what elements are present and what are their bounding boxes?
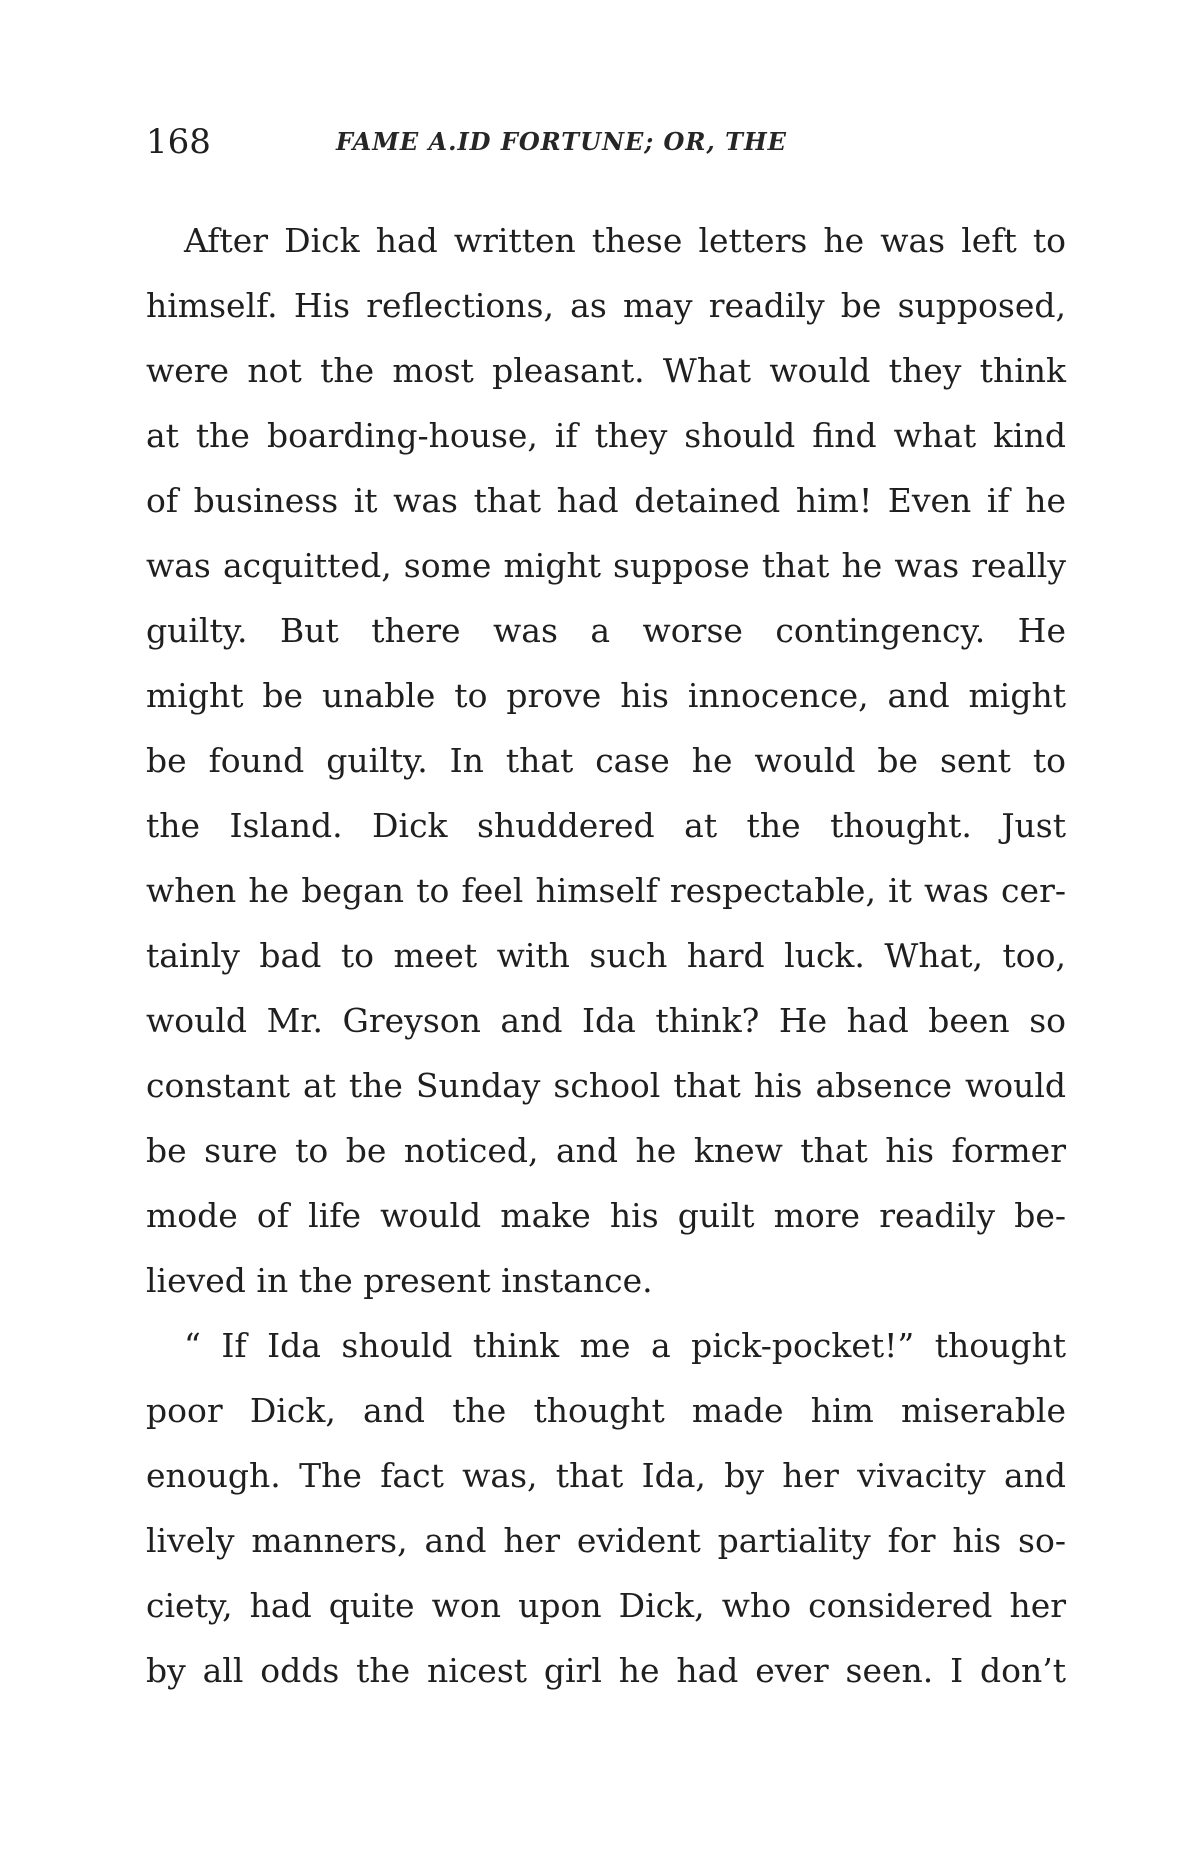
text-line: constant at the Sunday school that his absence would	[146, 1066, 1066, 1105]
text-line: was acquitted, some might suppose that he was really	[146, 546, 1066, 585]
text-line: by all odds the nicest girl he had ever seen. I don’t	[146, 1651, 1066, 1690]
paragraph-end-line: lieved in the present instance.	[146, 1261, 653, 1300]
text-line: mode of life would make his guilt more readily be-	[146, 1196, 1066, 1235]
text-line: might be unable to prove his innocence, and might	[146, 676, 1066, 715]
text-line: guilty. But there was a worse contingency. He	[146, 611, 1066, 650]
text-line: lively manners, and her evident partiality for his so-	[146, 1521, 1066, 1560]
text-line: be found guilty. In that case he would be sent to	[146, 741, 1066, 780]
text-line: the Island. Dick shuddered at the thought. Just	[146, 806, 1066, 845]
text-line: ciety, had quite won upon Dick, who considered her	[146, 1586, 1066, 1625]
text-line: tainly bad to meet with such hard luck. What, too,	[146, 936, 1066, 975]
body-text	[146, 208, 1066, 1703]
text-line: were not the most pleasant. What would they think	[146, 351, 1066, 390]
text-line: After Dick had written these letters he was left to	[184, 221, 1066, 260]
text-line: of business it was that had detained him! Even if he	[146, 481, 1066, 520]
text-line: be sure to be noticed, and he knew that his former	[146, 1131, 1066, 1170]
page-number: 168	[146, 122, 211, 162]
running-title: FAME A.ID FORTUNE; OR, THE	[336, 127, 787, 156]
text-line: when he began to feel himself respectable, it was cer-	[146, 871, 1066, 910]
text-line: would Mr. Greyson and Ida think? He had been so	[146, 1001, 1066, 1040]
running-head	[146, 120, 906, 164]
text-line: “ If Ida should think me a pick-pocket!” thought	[184, 1326, 1066, 1365]
text-line: himself. His reflections, as may readily be supposed,	[146, 286, 1066, 325]
text-line: at the boarding-house, if they should find what kind	[146, 416, 1066, 455]
text-line: enough. The fact was, that Ida, by her vivacity and	[146, 1456, 1066, 1495]
text-line: poor Dick, and the thought made him miserable	[146, 1391, 1066, 1430]
